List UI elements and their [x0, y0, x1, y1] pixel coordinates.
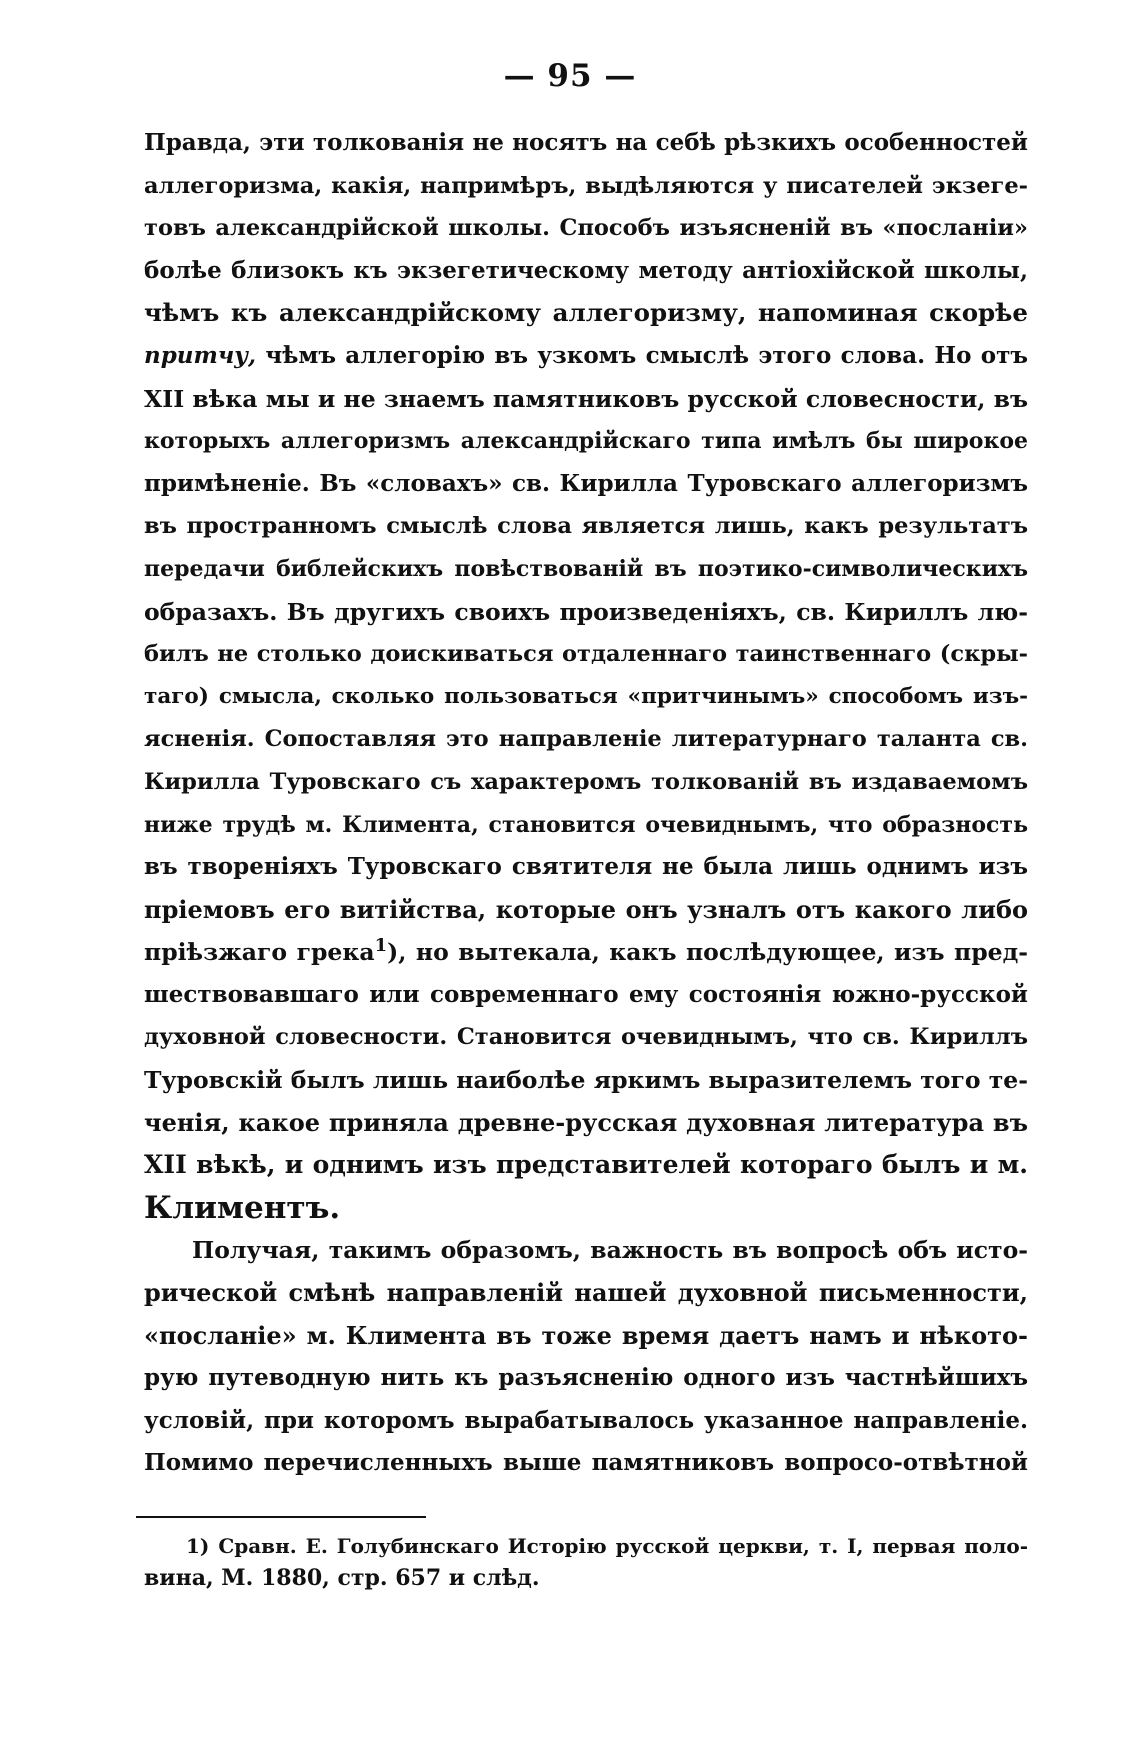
footnote-line: 1) Сравн. Е. Голубинскаго Исторію русской церкви, т. I, первая поло-: [186, 1534, 1028, 1558]
text-line: Правда, эти толкованія не носятъ на себѣ рѣзкихъ особенностей: [144, 129, 1028, 156]
text-line: ченія, какое приняла древне-русская духовная литература въ: [144, 1107, 1028, 1137]
footnote-divider: [136, 1516, 426, 1518]
footnote: [144, 1530, 1028, 1594]
text-line: билъ не столько доискиваться отдаленнаго таинственнаго (скры-: [144, 641, 1028, 668]
page-number: — 95 —: [503, 58, 637, 94]
text-line: ясненія. Сопоставляя это направленіе литературнаго таланта св.: [144, 726, 1028, 753]
text-line: Помимо перечисленныхъ выше памятниковъ вопросо-отвѣтной: [144, 1449, 1028, 1477]
text-line: Климентъ.: [144, 1189, 341, 1226]
text-segment: ), но вытекала, какъ послѣдующее, изъ пред-: [387, 938, 1028, 967]
text-line: Получая, такимъ образомъ, важность въ вопросѣ объ исто-: [192, 1236, 1028, 1265]
text-line: таго) смысла, сколько пользоваться «притчинымъ» способомъ изъ-: [144, 683, 1028, 709]
text-line: примѣненіе. Въ «словахъ» св. Кирилла Туровскаго аллегоризмъ: [144, 469, 1028, 497]
footnote-line: вина, М. 1880, стр. 657 и слѣд.: [144, 1565, 540, 1591]
text-line: въ твореніяхъ Туровскаго святителя не была лишь однимъ изъ: [144, 853, 1028, 881]
text-line: шествовавшаго или современнаго ему состоянія южно-русской: [144, 980, 1028, 1008]
text-line: болѣе близокъ къ экзегетическому методу антіохійской школы,: [144, 256, 1028, 284]
text-line: аллегоризма, какія, напримѣръ, выдѣляются у писателей экзеге-: [144, 172, 1028, 199]
text-line: условій, при которомъ вырабатывалось указанное направленіе.: [144, 1406, 1028, 1434]
text-line: [144, 335, 1028, 378]
text-line: XII вѣкѣ, и однимъ изъ представителей котораго былъ и м.: [144, 1150, 1028, 1180]
text-line: Туровскій былъ лишь наиболѣе яркимъ выразителемъ того те-: [144, 1066, 1028, 1095]
text-line: «посланіе» м. Климента въ тоже время даетъ намъ и нѣкото-: [144, 1320, 1028, 1350]
text-line: [144, 931, 1028, 974]
footnote-ref: 1: [374, 935, 388, 957]
text-line: въ пространномъ смыслѣ слова является лишь, какъ результатъ: [144, 513, 1028, 540]
text-segment: чѣмъ аллегорію въ узкомъ смыслѣ этого слова. Но отъ: [256, 341, 1028, 369]
italic-word: притчу,: [144, 341, 257, 369]
text-line: которыхъ аллегоризмъ александрійскаго типа имѣлъ бы широкое: [144, 428, 1028, 455]
text-line: товъ александрійской школы. Способъ изъясненій въ «посланіи»: [144, 215, 1028, 242]
text-line: рую путеводную нить къ разъясненію одного изъ частнѣйшихъ: [144, 1364, 1028, 1392]
text-line: образахъ. Въ другихъ своихъ произведеніяхъ, св. Кириллъ лю-: [144, 597, 1028, 626]
text-line: передачи библейскихъ повѣствованій въ поэтико-символическихъ: [144, 555, 1028, 582]
main-text: [144, 122, 1028, 1485]
text-line: ниже трудѣ м. Климента, становится очевиднымъ, что образность: [144, 811, 1028, 838]
text-line: чѣмъ къ александрійскому аллегоризму, напоминая скорѣе: [144, 298, 1028, 328]
text-line: XII вѣка мы и не знаемъ памятниковъ русской словесности, въ: [144, 384, 1028, 413]
text-line: Кирилла Туровскаго съ характеромъ толкованій въ издаваемомъ: [144, 768, 1028, 795]
text-segment: пріѣзжаго грека: [144, 938, 375, 967]
text-line: духовной словесности. Становится очевиднымъ, что св. Кириллъ: [144, 1024, 1028, 1051]
text-line: пріемовъ его витійства, которые онъ узналъ отъ какого либо: [144, 894, 1028, 924]
text-line: рической смѣнѣ направленій нашей духовной письменности,: [144, 1278, 1028, 1308]
